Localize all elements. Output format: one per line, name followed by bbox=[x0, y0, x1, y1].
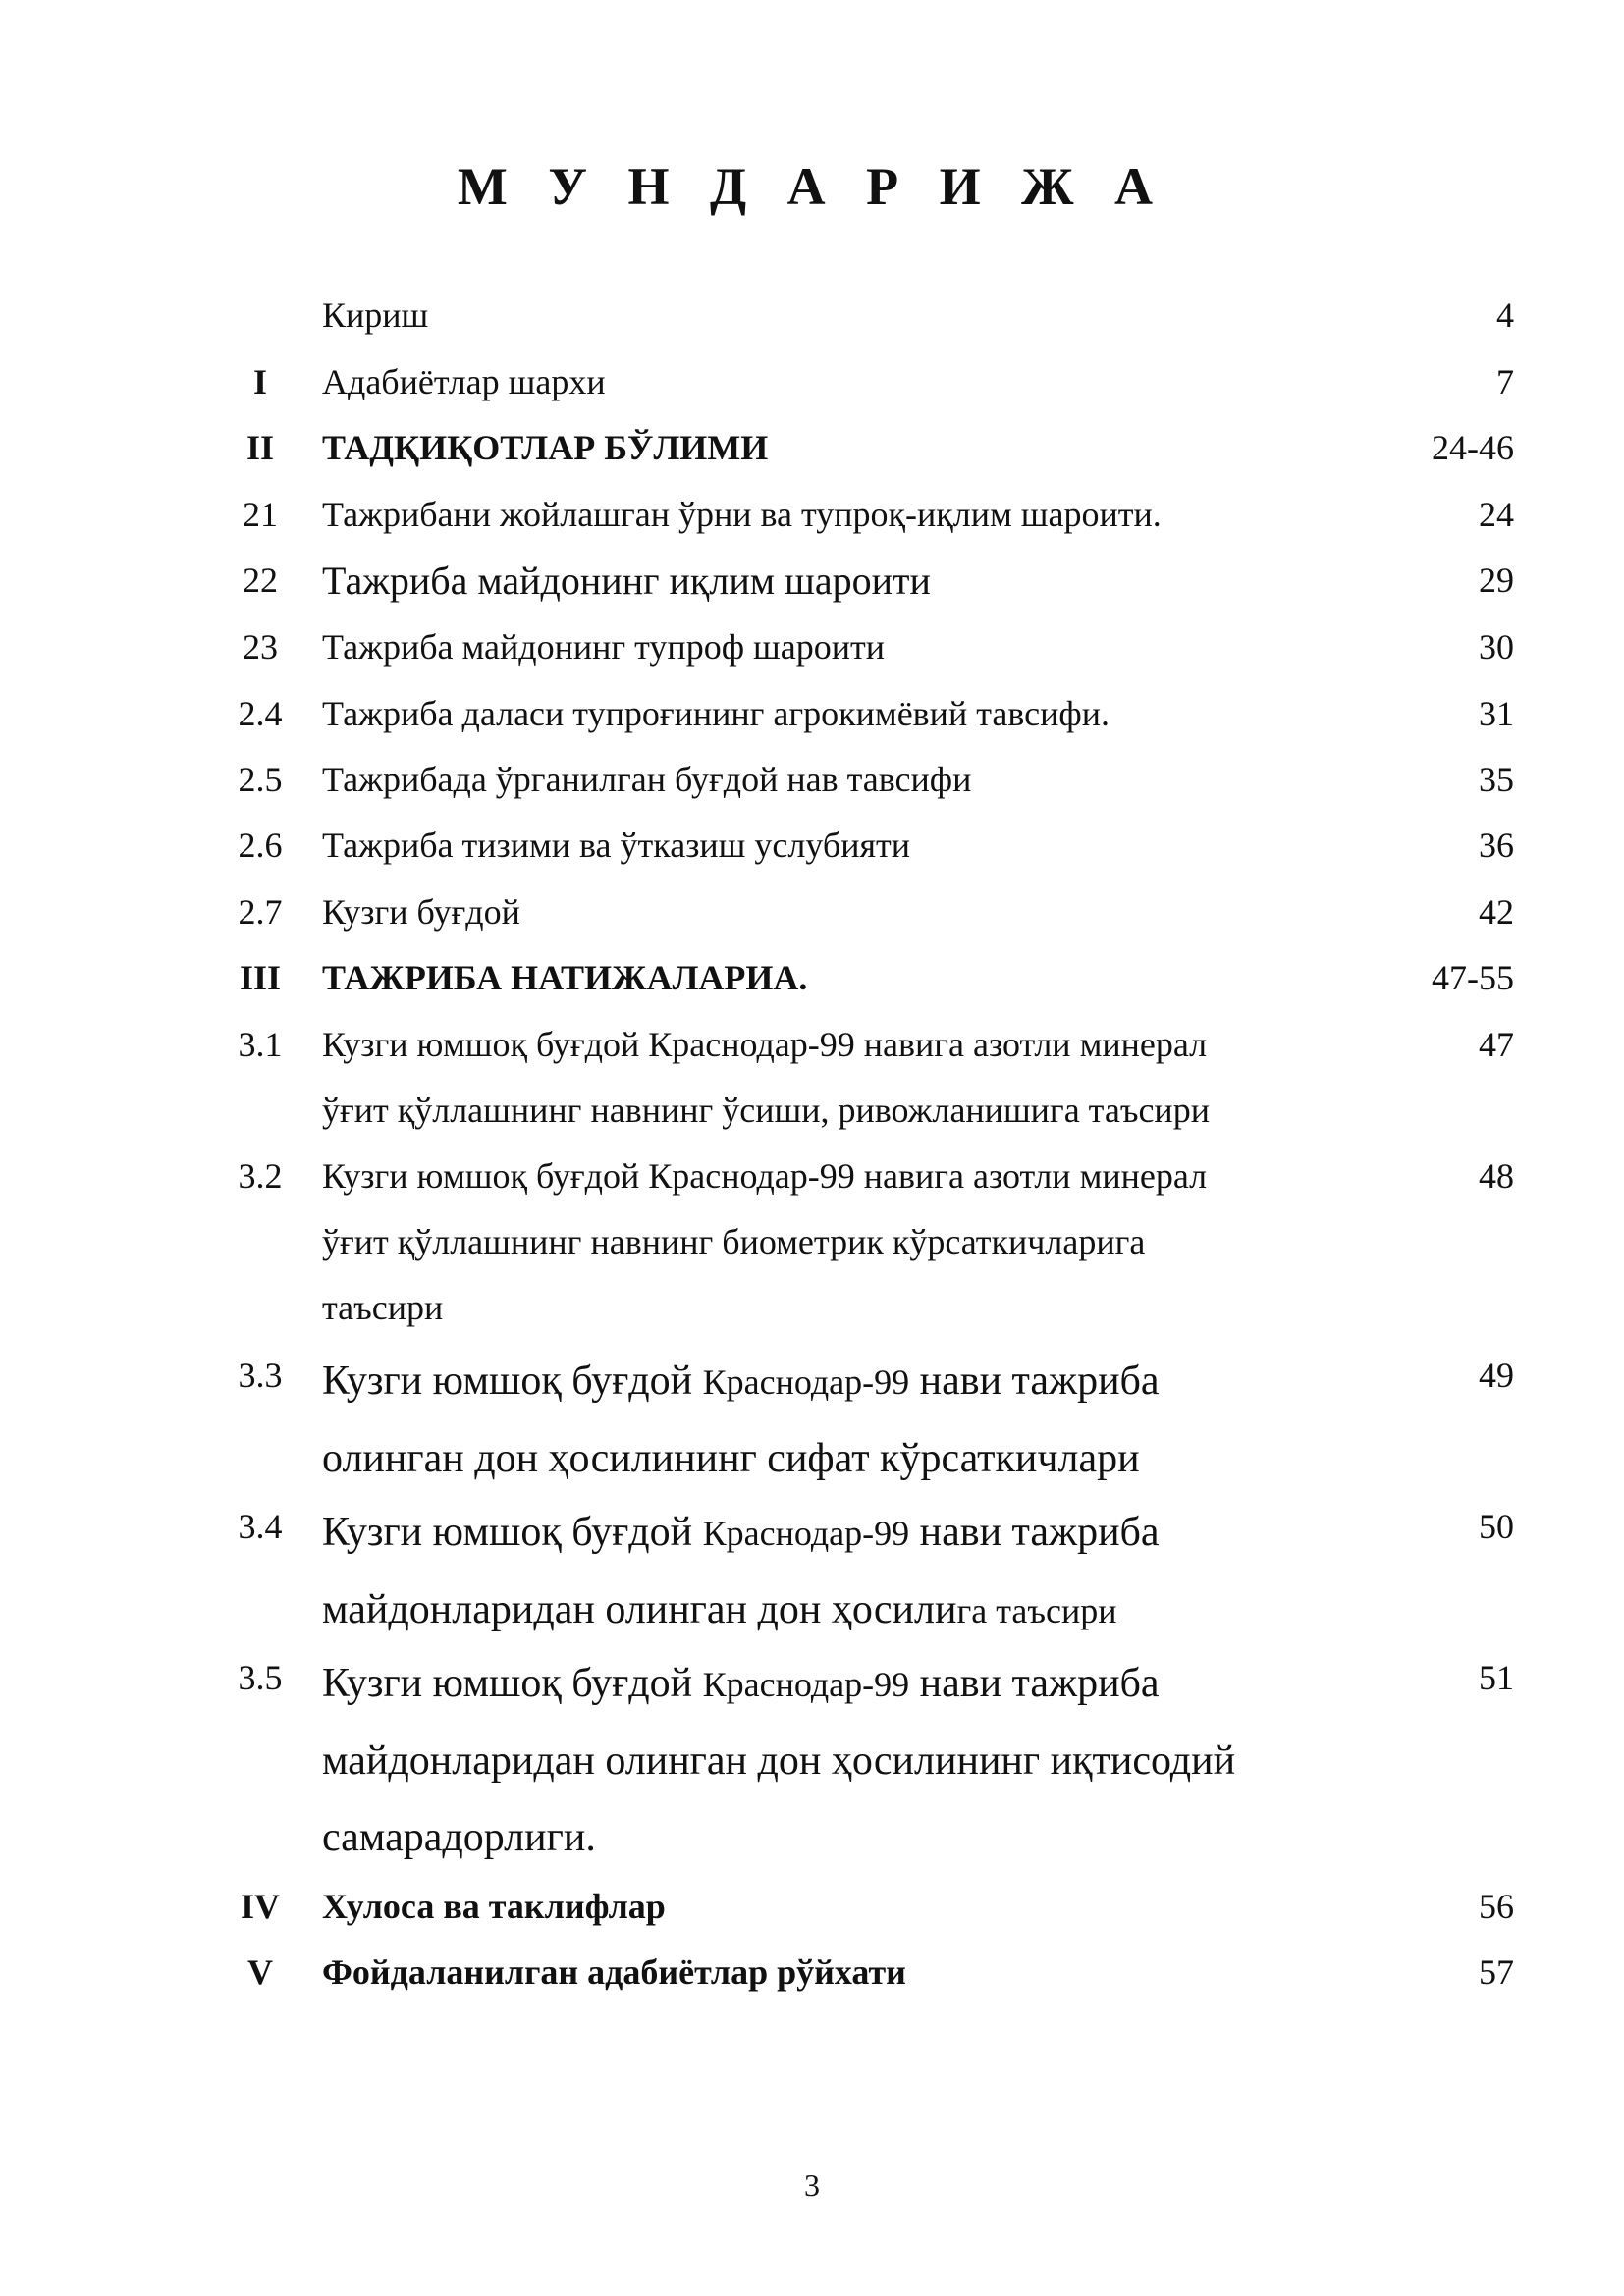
toc-number: 2.6 bbox=[238, 826, 283, 865]
toc-page: 47-55 bbox=[1432, 958, 1514, 997]
toc-number: 3.1 bbox=[238, 1025, 283, 1064]
toc-text-line: Кузги юмшоқ буғдой Краснодар-99 нави тажриба bbox=[322, 1510, 1160, 1555]
toc-page: 24-46 bbox=[1432, 428, 1514, 467]
toc-number: 22 bbox=[243, 561, 278, 600]
toc-page: 48 bbox=[1479, 1156, 1514, 1196]
toc-text: Тажриба майдонинг иқлим шароити bbox=[322, 559, 931, 603]
toc-text bbox=[322, 1012, 1210, 1144]
toc-page: 4 bbox=[1496, 295, 1514, 335]
toc-text-line: майдонларидан олинган дон ҳосилига таъсири bbox=[322, 1587, 1117, 1632]
toc-page: 50 bbox=[1479, 1507, 1514, 1546]
toc-number: III bbox=[239, 958, 282, 997]
toc-number: 2.7 bbox=[238, 892, 283, 932]
toc-text-line: ўғит қўллашнинг навнинг биометрик кўрсаткичларига bbox=[322, 1222, 1146, 1261]
toc-page: 51 bbox=[1479, 1658, 1514, 1697]
toc-text: Тажриба даласи тупроғининг агрокимёвий тавсифи. bbox=[322, 694, 1110, 733]
toc-page: 35 bbox=[1479, 760, 1514, 799]
page-title: М У Н Д А Р И Ж А bbox=[457, 157, 1167, 216]
toc-page: 47 bbox=[1479, 1025, 1514, 1064]
toc-number: 2.5 bbox=[238, 760, 283, 799]
toc-text: Кириш bbox=[322, 295, 429, 335]
toc-page: 56 bbox=[1479, 1887, 1514, 1926]
toc-text: Фойдаланилган адабиётлар рўйхати bbox=[322, 1952, 906, 1992]
toc-number: V bbox=[247, 1952, 273, 1992]
toc-text-line: Кузги юмшоқ буғдой Краснодар-99 нави тажриба bbox=[322, 1661, 1160, 1706]
toc-page: 42 bbox=[1479, 892, 1514, 932]
toc-page: 30 bbox=[1479, 627, 1514, 667]
toc-text: Тажрибада ўрганилган буғдой нав тавсифи bbox=[322, 760, 972, 799]
toc-text bbox=[322, 1343, 1160, 1497]
toc-number: 2.4 bbox=[238, 694, 283, 733]
toc-number: IV bbox=[240, 1887, 280, 1926]
toc-page: 57 bbox=[1479, 1952, 1514, 1992]
toc-text-line: майдонларидан олинган дон ҳосилининг иқтисодий bbox=[322, 1738, 1236, 1784]
toc-text: Тажриба тизими ва ўтказиш услубияти bbox=[322, 826, 911, 865]
toc-number: 3.2 bbox=[238, 1156, 283, 1196]
toc-text: Адабиётлар шархи bbox=[322, 362, 606, 401]
toc-text-line: таъсири bbox=[322, 1288, 444, 1327]
page-number: 3 bbox=[804, 2167, 820, 2203]
toc-number: 3.3 bbox=[238, 1356, 283, 1395]
toc-page: 49 bbox=[1479, 1356, 1514, 1395]
toc-page: 29 bbox=[1479, 561, 1514, 600]
toc-text: Кузги буғдой bbox=[322, 892, 520, 932]
toc-text bbox=[322, 1144, 1207, 1341]
toc-page: 36 bbox=[1479, 826, 1514, 865]
toc-number: I bbox=[252, 362, 267, 401]
toc-text bbox=[322, 1645, 1235, 1876]
toc-number: 21 bbox=[243, 495, 278, 534]
toc-text: ТАДҚИҚОТЛАР БЎЛИМИ bbox=[322, 428, 769, 467]
toc-text: Тажриба майдонинг тупроф шароити bbox=[322, 627, 885, 667]
toc-number: 3.4 bbox=[238, 1507, 283, 1546]
toc-page: 31 bbox=[1479, 694, 1514, 733]
toc-number: II bbox=[245, 428, 275, 467]
toc-text-line: Кузги юмшоқ буғдой Краснодар-99 навига азотли минерал bbox=[322, 1156, 1208, 1196]
toc-page: 24 bbox=[1479, 495, 1514, 534]
toc-text: Хулоса ва таклифлар bbox=[322, 1887, 666, 1926]
toc-text: ТАЖРИБА НАТИЖАЛАРИА. bbox=[322, 958, 808, 997]
toc-text-line: Кузги юмшоқ буғдой Краснодар-99 навига азотли минерал bbox=[322, 1025, 1208, 1064]
toc-number: 23 bbox=[243, 627, 278, 667]
toc-number: 3.5 bbox=[238, 1658, 283, 1697]
toc-text: Тажрибани жойлашган ўрни ва тупроқ-иқлим шароити. bbox=[322, 495, 1162, 534]
toc-text-line: самарадорлиги. bbox=[322, 1815, 596, 1860]
toc-text-line: Кузги юмшоқ буғдой Краснодар-99 нави тажриба bbox=[322, 1359, 1160, 1404]
toc-page: 7 bbox=[1496, 362, 1514, 401]
toc-text-line: олинган дон ҳосилининг сифат кўрсаткичлари bbox=[322, 1436, 1140, 1481]
toc-text bbox=[322, 1494, 1160, 1649]
toc-text-line: ўғит қўллашнинг навнинг ўсиши, ривожланишига таъсири bbox=[322, 1091, 1210, 1130]
